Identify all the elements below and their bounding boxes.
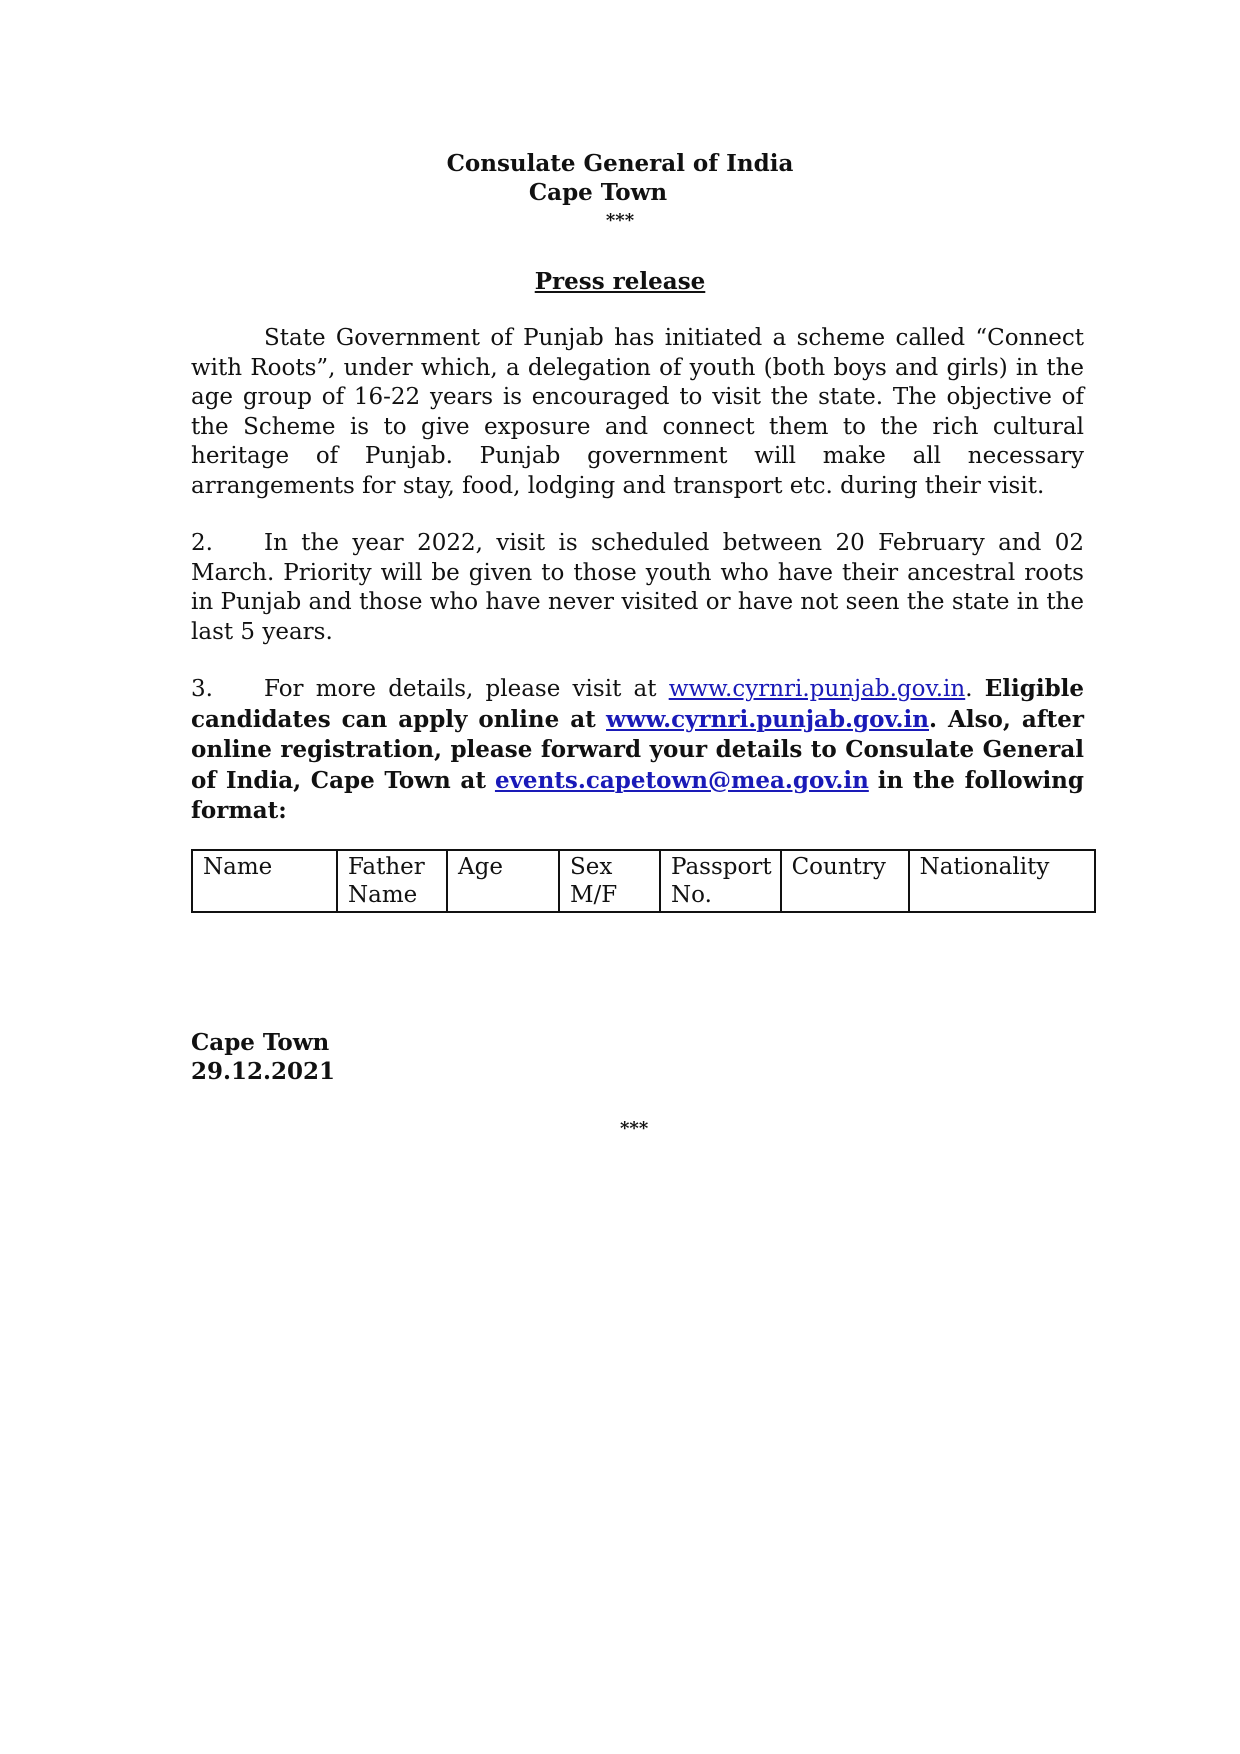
email-link[interactable]: events.capetown@mea.gov.in	[494, 766, 869, 794]
end-marker: ***	[620, 1118, 649, 1139]
paragraph-3	[191, 674, 1084, 827]
header-separator: ***	[605, 210, 635, 231]
apply-text: Eligible candidates can apply online at	[191, 675, 1085, 733]
website-link[interactable]: www.cyrnri.punjab.gov.in	[668, 676, 966, 702]
table-header-cell: Sex M/F	[559, 850, 660, 912]
org-heading: Consulate General of India	[446, 150, 794, 177]
format-text: in the following format:	[191, 766, 1084, 824]
forward-text: . Also, after online registration, please forward your details to Consulate General of India, Cape Town at	[191, 705, 1085, 794]
details-format-table	[191, 849, 1096, 913]
table-header-cell: Country	[781, 850, 909, 912]
table-header-cell: Name	[192, 850, 337, 912]
table-header-cell: Age	[447, 850, 559, 912]
paragraph-2-text: In the year 2022, visit is scheduled between 20 February and 02 March. Priority will be given to those youth who have their ancestral roots in Punjab and those who have never visited or have not seen the state in the last 5 years.	[191, 530, 1084, 645]
apply-link[interactable]: www.cyrnri.punjab.gov.in	[606, 705, 929, 733]
signoff-date: 29.12.2021	[191, 1058, 336, 1085]
table-header-cell: Passport No.	[660, 850, 781, 912]
table-header-cell: Nationality	[909, 850, 1095, 912]
paragraph-3-intro: For more details, please visit at	[264, 676, 657, 702]
table-header-row	[192, 850, 1095, 912]
paragraph-3-number: 3.	[191, 676, 213, 702]
city-heading: Cape Town	[528, 179, 668, 206]
document-title: Press release	[534, 268, 706, 295]
table-header-cell: Father Name	[337, 850, 447, 912]
signoff-place: Cape Town	[191, 1029, 330, 1056]
paragraph-3-period: .	[965, 676, 973, 702]
paragraph-1: State Government of Punjab has initiated a scheme called “Connect with Roots”, under which, a delegation of youth (both boys and girls) in the age group of 16-22 years is encouraged to visit the state. The objective of the Scheme is to give exposure and connect them to the rich cultural heritage of Punjab. Punjab government will make all necessary arrangements for stay, food, lodging and transport etc. during their visit.	[191, 325, 1084, 499]
paragraph-2-number: 2.	[191, 530, 213, 556]
paragraph-2	[191, 529, 1084, 647]
